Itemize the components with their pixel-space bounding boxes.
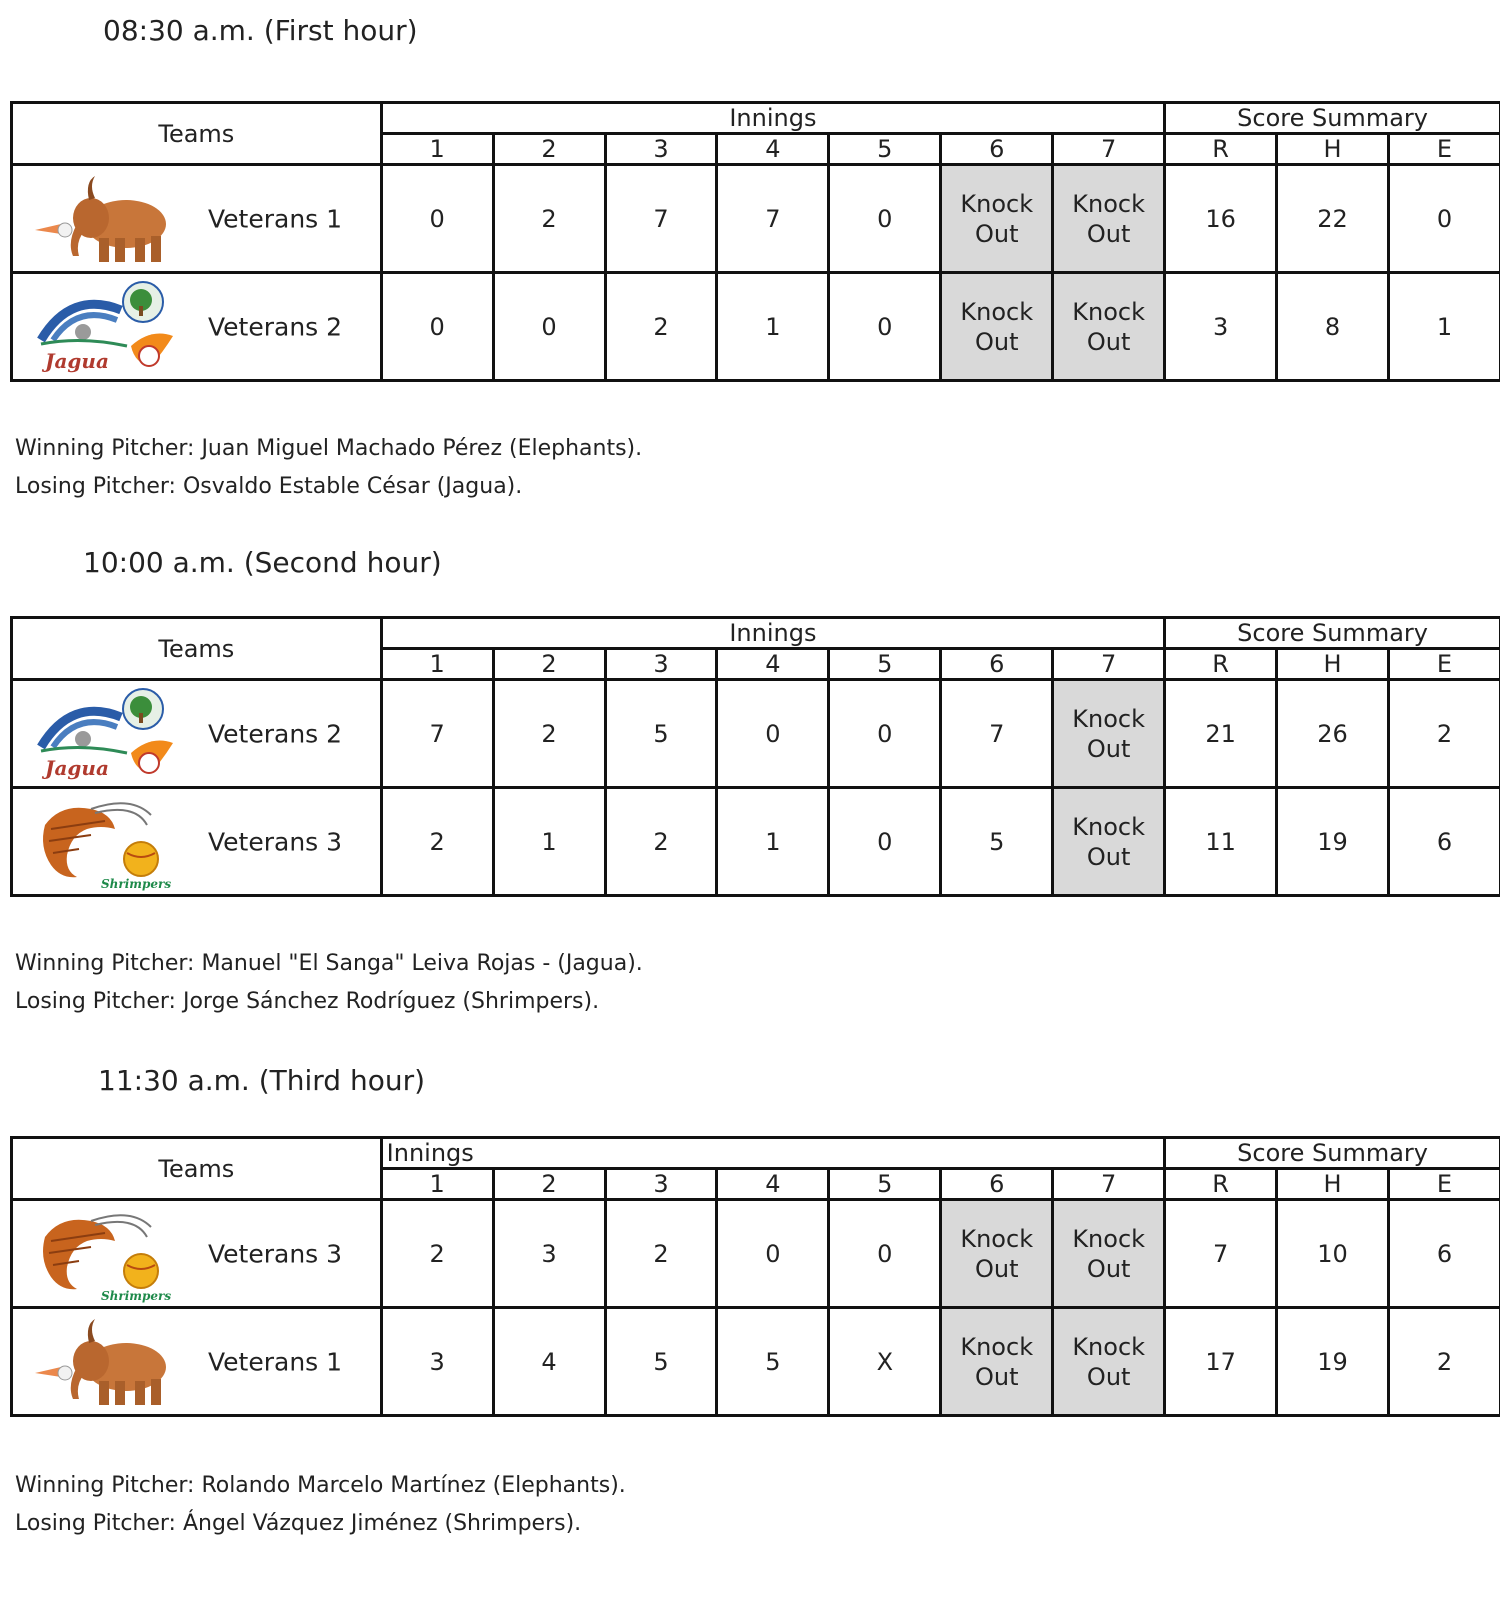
- innings-header: Innings: [381, 618, 1164, 649]
- summary-column-e: E: [1388, 134, 1500, 165]
- jagua-logo-text: Jagua: [45, 349, 109, 373]
- summary-column-h: H: [1277, 649, 1389, 680]
- jagua-logo: [31, 280, 181, 376]
- inning-number: 7: [1053, 134, 1165, 165]
- team-cell: [12, 1308, 382, 1416]
- inning-score-cell: 0: [829, 165, 941, 273]
- inning-score-cell: 4: [493, 1308, 605, 1416]
- teams-header: Teams: [12, 1138, 382, 1200]
- inning-number: 4: [717, 649, 829, 680]
- inning-knockout-cell: Knock Out: [941, 165, 1053, 273]
- inning-knockout-cell: Knock Out: [941, 273, 1053, 381]
- summary-r-cell: 7: [1165, 1200, 1277, 1308]
- game-time-heading: 08:30 a.m. (First hour): [103, 14, 418, 47]
- box-score-table: [10, 101, 1500, 382]
- inning-score-cell: 2: [381, 1200, 493, 1308]
- summary-column-r: R: [1165, 649, 1277, 680]
- inning-number: 4: [717, 134, 829, 165]
- inning-score-cell: X: [829, 1308, 941, 1416]
- header-row: [12, 618, 1500, 649]
- winning-pitcher: Winning Pitcher: Juan Miguel Machado Pérez (Elephants).: [15, 436, 643, 461]
- summary-column-r: R: [1165, 1169, 1277, 1200]
- summary-r-cell: 16: [1165, 165, 1277, 273]
- team-row: [12, 680, 1500, 788]
- box-score-table: [10, 1136, 1500, 1417]
- inning-number: 5: [829, 134, 941, 165]
- inning-number: 3: [605, 1169, 717, 1200]
- inning-number: 1: [381, 134, 493, 165]
- team-row: [12, 788, 1500, 896]
- summary-r-cell: 3: [1165, 273, 1277, 381]
- inning-score-cell: 2: [493, 165, 605, 273]
- summary-column-e: E: [1389, 1169, 1500, 1200]
- summary-h-cell: 26: [1277, 680, 1389, 788]
- inning-score-cell: 2: [605, 788, 717, 896]
- summary-column-e: E: [1388, 649, 1500, 680]
- inning-knockout-cell: Knock Out: [1053, 680, 1165, 788]
- summary-e-cell: 1: [1388, 273, 1500, 381]
- jagua-logo-text: Jagua: [45, 756, 109, 780]
- inning-number: 6: [941, 134, 1053, 165]
- team-row: [12, 1308, 1500, 1416]
- jagua-logo: [31, 687, 181, 783]
- inning-number: 6: [941, 1169, 1053, 1200]
- summary-column-h: H: [1277, 134, 1389, 165]
- inning-number: 1: [381, 1169, 493, 1200]
- team-row: [12, 1200, 1500, 1308]
- summary-h-cell: 22: [1277, 165, 1389, 273]
- inning-score-cell: 2: [605, 1200, 717, 1308]
- inning-score-cell: 1: [493, 788, 605, 896]
- team-name: Veterans 1: [208, 1347, 343, 1376]
- inning-score-cell: 2: [381, 788, 493, 896]
- shrimpers-logo-text: Shrimpers: [101, 877, 172, 891]
- elephant-logo: [31, 1315, 181, 1411]
- inning-score-cell: 7: [381, 680, 493, 788]
- inning-score-cell: 2: [493, 680, 605, 788]
- shrimpers-logo: [31, 795, 181, 891]
- inning-score-cell: 0: [829, 1200, 941, 1308]
- header-row: [12, 103, 1500, 134]
- pitchers-info: [15, 430, 642, 506]
- team-name: Veterans 2: [208, 312, 343, 341]
- inning-number: 5: [829, 1169, 941, 1200]
- innings-header: Innings: [381, 1138, 1165, 1169]
- summary-h-cell: 19: [1277, 1308, 1389, 1416]
- team-name: Veterans 3: [208, 1239, 343, 1268]
- summary-h-cell: 19: [1277, 788, 1389, 896]
- inning-score-cell: 7: [605, 165, 717, 273]
- inning-knockout-cell: Knock Out: [1053, 165, 1165, 273]
- inning-number: 2: [493, 1169, 605, 1200]
- summary-e-cell: 6: [1388, 788, 1500, 896]
- inning-knockout-cell: Knock Out: [1053, 788, 1165, 896]
- game-time-heading: 10:00 a.m. (Second hour): [83, 546, 442, 579]
- score-summary-header: Score Summary: [1165, 1138, 1500, 1169]
- summary-h-cell: 10: [1277, 1200, 1389, 1308]
- inning-number: 2: [493, 649, 605, 680]
- inning-number: 7: [1053, 1169, 1165, 1200]
- summary-r-cell: 21: [1165, 680, 1277, 788]
- inning-score-cell: 7: [717, 165, 829, 273]
- losing-pitcher: Losing Pitcher: Osvaldo Estable César (Jagua).: [15, 474, 523, 499]
- inning-score-cell: 0: [381, 165, 493, 273]
- summary-r-cell: 17: [1165, 1308, 1277, 1416]
- team-cell: [12, 273, 382, 381]
- inning-score-cell: 5: [717, 1308, 829, 1416]
- team-row: [12, 165, 1500, 273]
- inning-score-cell: 0: [381, 273, 493, 381]
- inning-score-cell: 0: [829, 273, 941, 381]
- summary-h-cell: 8: [1277, 273, 1389, 381]
- inning-score-cell: 1: [717, 273, 829, 381]
- inning-score-cell: 3: [493, 1200, 605, 1308]
- inning-score-cell: 0: [829, 680, 941, 788]
- summary-column-r: R: [1165, 134, 1277, 165]
- team-cell: [12, 788, 382, 896]
- inning-score-cell: 1: [717, 788, 829, 896]
- inning-score-cell: 0: [717, 680, 829, 788]
- summary-e-cell: 6: [1389, 1200, 1500, 1308]
- inning-number: 6: [941, 649, 1053, 680]
- losing-pitcher: Losing Pitcher: Ángel Vázquez Jiménez (Shrimpers).: [15, 1511, 582, 1536]
- game-time-heading: 11:30 a.m. (Third hour): [98, 1064, 426, 1097]
- inning-number: 5: [829, 649, 941, 680]
- winning-pitcher: Winning Pitcher: Manuel "El Sanga" Leiva Rojas - (Jagua).: [15, 951, 643, 976]
- inning-score-cell: 0: [493, 273, 605, 381]
- team-cell: [12, 165, 382, 273]
- summary-e-cell: 2: [1388, 680, 1500, 788]
- inning-score-cell: 0: [717, 1200, 829, 1308]
- inning-number: 2: [493, 134, 605, 165]
- teams-header: Teams: [12, 103, 382, 165]
- inning-knockout-cell: Knock Out: [1053, 273, 1165, 381]
- pitchers-info: [15, 1467, 626, 1543]
- team-name: Veterans 3: [208, 827, 343, 856]
- elephant-logo: [31, 172, 181, 268]
- team-name: Veterans 1: [208, 204, 343, 233]
- summary-e-cell: 0: [1388, 165, 1500, 273]
- box-score-table: [10, 616, 1500, 897]
- inning-knockout-cell: Knock Out: [1053, 1308, 1165, 1416]
- inning-number: 1: [381, 649, 493, 680]
- inning-score-cell: 7: [941, 680, 1053, 788]
- pitchers-info: [15, 945, 643, 1021]
- summary-r-cell: 11: [1165, 788, 1277, 896]
- header-row: [12, 1138, 1500, 1169]
- summary-e-cell: 2: [1389, 1308, 1500, 1416]
- inning-score-cell: 5: [941, 788, 1053, 896]
- inning-score-cell: 2: [605, 273, 717, 381]
- team-cell: [12, 680, 382, 788]
- inning-knockout-cell: Knock Out: [941, 1200, 1053, 1308]
- winning-pitcher: Winning Pitcher: Rolando Marcelo Martínez (Elephants).: [15, 1473, 626, 1498]
- summary-column-h: H: [1277, 1169, 1389, 1200]
- inning-score-cell: 5: [605, 680, 717, 788]
- innings-header: Innings: [381, 103, 1164, 134]
- inning-knockout-cell: Knock Out: [941, 1308, 1053, 1416]
- score-summary-header: Score Summary: [1165, 618, 1500, 649]
- inning-knockout-cell: Knock Out: [1053, 1200, 1165, 1308]
- score-summary-header: Score Summary: [1165, 103, 1500, 134]
- inning-score-cell: 3: [381, 1308, 493, 1416]
- teams-header: Teams: [12, 618, 382, 680]
- inning-number: 7: [1053, 649, 1165, 680]
- team-name: Veterans 2: [208, 719, 343, 748]
- team-row: [12, 273, 1500, 381]
- shrimpers-logo-text: Shrimpers: [101, 1289, 172, 1303]
- team-cell: [12, 1200, 382, 1308]
- inning-score-cell: 5: [605, 1308, 717, 1416]
- inning-number: 3: [605, 134, 717, 165]
- shrimpers-logo: [31, 1207, 181, 1303]
- inning-score-cell: 0: [829, 788, 941, 896]
- inning-number: 4: [717, 1169, 829, 1200]
- inning-number: 3: [605, 649, 717, 680]
- losing-pitcher: Losing Pitcher: Jorge Sánchez Rodríguez (Shrimpers).: [15, 989, 600, 1014]
